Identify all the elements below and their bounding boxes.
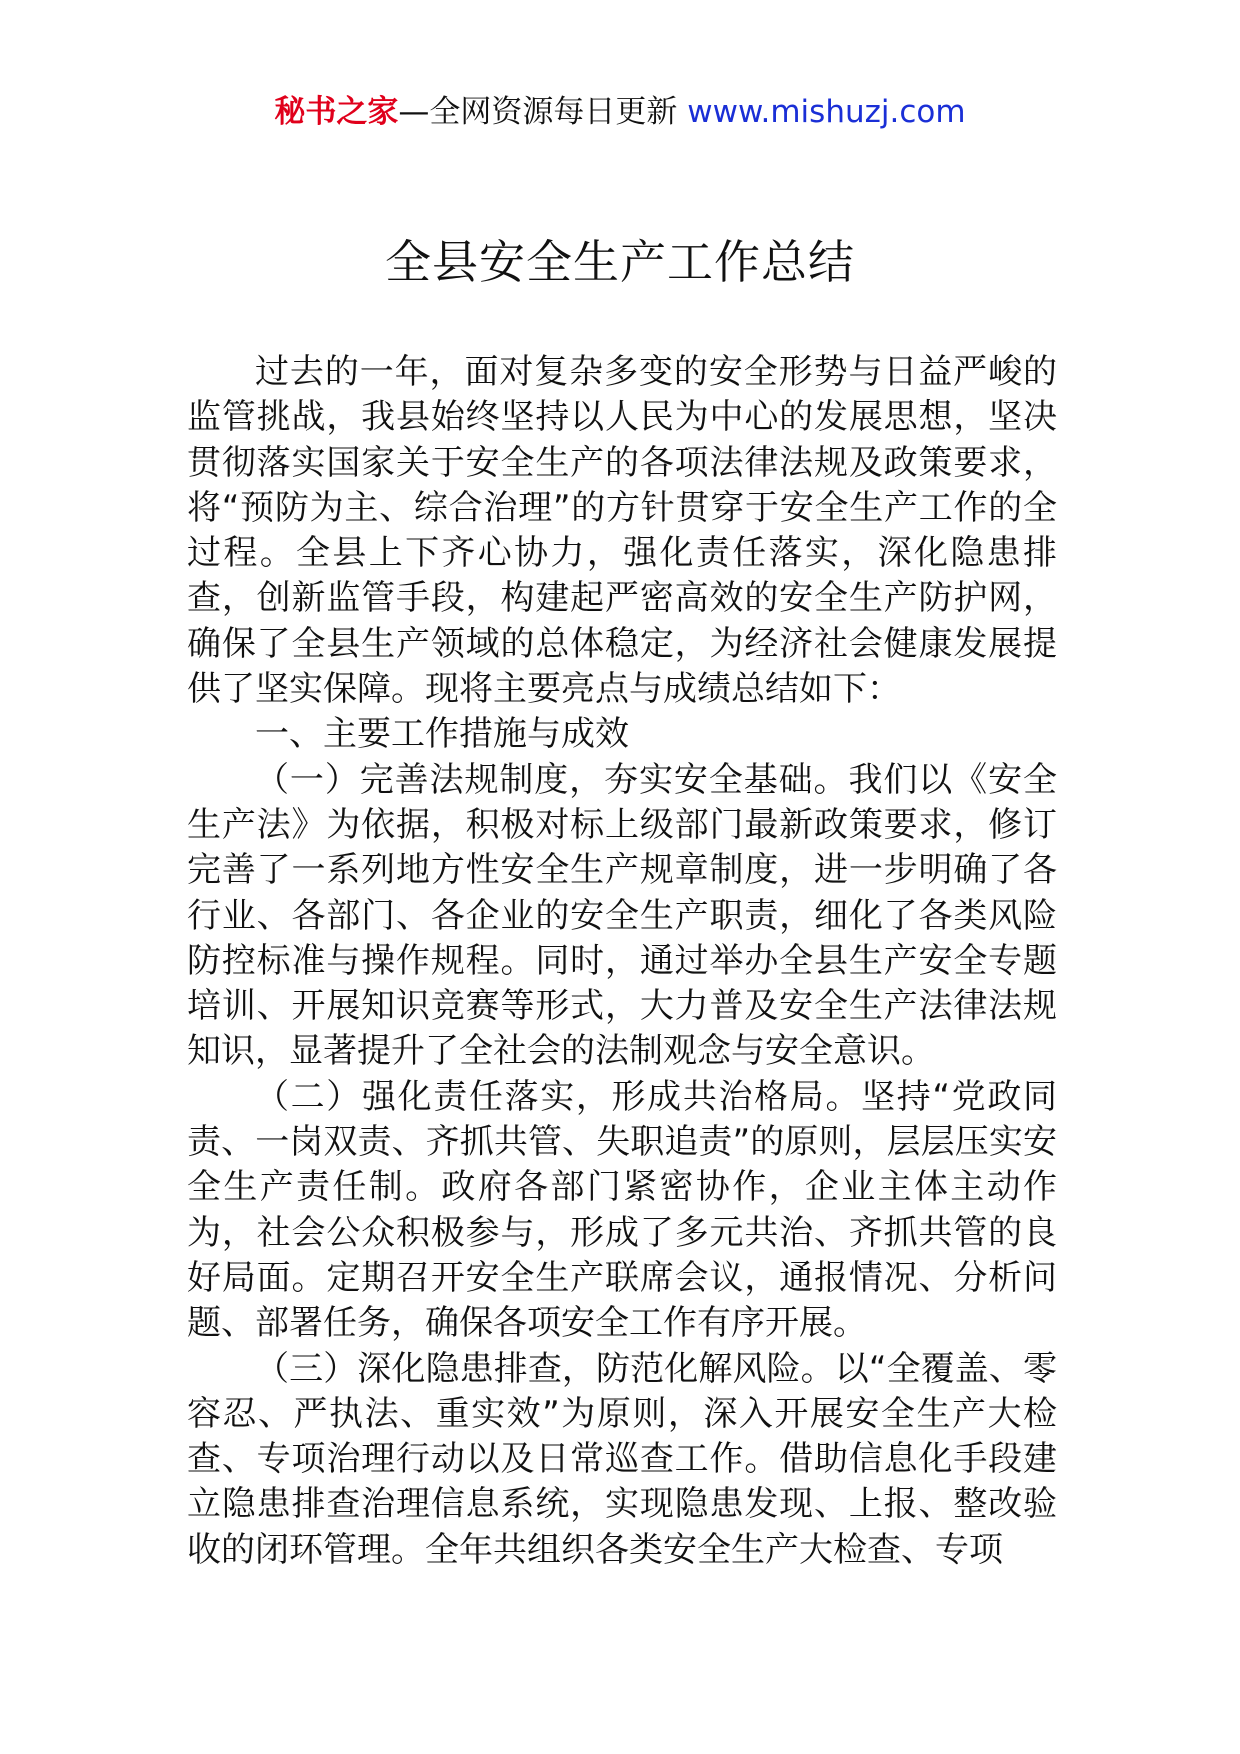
- paragraph-responsibility: （二）强化责任落实，形成共治格局。坚持“党政同责、一岗双责、齐抓共管、失职追责”的原则，层层压实安全生产责任制。政府各部门紧密协作，企业主体主动作为，社会公众积极参与，形成了多元共治、齐抓共管的良好局面。定期召开安全生产联席会议，通报情况、分析问题、部署任务，确保各项安全工作有序开展。: [187, 1076, 1057, 1344]
- section-heading-measures: 一、主要工作措施与成效: [255, 714, 629, 755]
- paragraph-hazard-inspection: （三）深化隐患排查，防范化解风险。以“全覆盖、零容忍、严执法、重实效”为原则，深入开展安全生产大检查、专项治理行动以及日常巡查工作。借助信息化手段建立隐患排查治理信息系统，实现隐患发现、上报、整改验收的闭环管理。全年共组织各类安全生产大检查、专项: [187, 1348, 1057, 1570]
- paragraph-intro: 过去的一年，面对复杂多变的安全形势与日益严峻的监管挑战，我县始终坚持以人民为中心的发展思想，坚决贯彻落实国家关于安全生产的各项法律法规及政策要求，将“预防为主、综合治理”的方针贯穿于安全生产工作的全过程。全县上下齐心协力，强化责任落实，深化隐患排查，创新监管手段，构建起严密高效的安全生产防护网，确保了全县生产领域的总体稳定，为经济社会健康发展提供了坚实保障。现将主要亮点与成绩总结如下：: [187, 352, 1057, 710]
- site-header: [0, 92, 1240, 132]
- site-url-link[interactable]: www.mishuzj.com: [687, 94, 966, 130]
- document-title: 全县安全生产工作总结: [385, 235, 855, 289]
- site-brand: 秘书之家: [274, 94, 399, 130]
- site-tagline: —全网资源每日更新: [398, 94, 678, 130]
- document-body: [187, 350, 1057, 1573]
- paragraph-regulations: （一）完善法规制度，夯实安全基础。我们以《安全生产法》为依据，积极对标上级部门最新政策要求，修订完善了一系列地方性安全生产规章制度，进一步明确了各行业、各部门、各企业的安全生产职责，细化了各类风险防控标准与操作规程。同时，通过举办全县生产安全专题培训、开展知识竞赛等形式，大力普及安全生产法律法规知识，显著提升了全社会的法制观念与安全意识。: [187, 759, 1057, 1072]
